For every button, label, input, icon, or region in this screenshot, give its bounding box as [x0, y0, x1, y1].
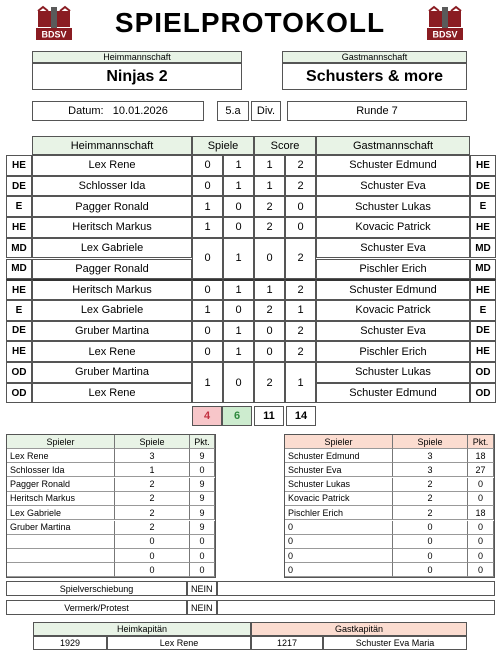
home-legs: 2: [254, 362, 285, 403]
home-player: Lex Rene: [32, 155, 192, 176]
player-name: Heritsch Markus: [7, 492, 115, 506]
guest-captain-label: Gastkapitän: [251, 622, 467, 636]
guest-legs: 2: [285, 238, 316, 279]
player-points: 9: [190, 521, 215, 535]
player-games: 0: [393, 563, 468, 577]
player-name: [7, 535, 115, 549]
player-points: 0: [468, 521, 494, 535]
home-stats-row: [7, 463, 215, 477]
guest-type-tag: HE: [470, 341, 496, 362]
guest-legs: 1: [285, 362, 316, 403]
home-stats-row: [7, 535, 215, 549]
guest-player: Schuster Edmund: [316, 279, 470, 300]
player-points: 9: [190, 478, 215, 492]
player-points: 0: [468, 478, 494, 492]
player-name: [7, 549, 115, 563]
guest-type-tag: DE: [470, 321, 496, 342]
guest-type-tag: E: [470, 300, 496, 321]
date-field: [32, 101, 204, 121]
home-legs: 2: [254, 217, 285, 238]
guest-player: Schuster Lukas: [316, 196, 470, 217]
match-rows: [6, 155, 496, 404]
guest-player: Schuster Eva: [316, 238, 470, 259]
column-header: Spiele: [393, 435, 468, 449]
player-points: 0: [190, 549, 215, 563]
player-games: 2: [115, 521, 190, 535]
home-player: Lex Gabriele: [32, 300, 192, 321]
guest-games-won: 1: [223, 279, 254, 300]
svg-text:BDSV: BDSV: [41, 29, 67, 40]
player-games: 0: [393, 549, 468, 563]
guest-games-won: 1: [223, 238, 254, 279]
guest-legs: 0: [285, 196, 316, 217]
guest-legs: 0: [285, 217, 316, 238]
home-type-tag: DE: [6, 176, 32, 197]
home-player: Pagger Ronald: [32, 196, 192, 217]
player-games: 2: [115, 478, 190, 492]
home-games-won: 0: [192, 155, 223, 176]
home-type-tag: DE: [6, 321, 32, 342]
guest-type-tag: OD: [470, 383, 496, 404]
guest-type-tag: DE: [470, 176, 496, 197]
home-team-name: Ninjas 2: [32, 63, 242, 90]
player-points: 0: [468, 549, 494, 563]
home-player: Schlosser Ida: [32, 176, 192, 197]
player-name: 0: [285, 535, 393, 549]
protest-value: NEIN: [187, 600, 217, 615]
guest-player: Pischler Erich: [316, 341, 470, 362]
page-title: SPIELPROTOKOLL: [114, 7, 386, 38]
header-games: Spiele: [192, 136, 254, 155]
home-type-tag: MD: [6, 259, 32, 280]
guest-games-won: 0: [223, 300, 254, 321]
home-type-tag: HE: [6, 217, 32, 238]
home-captain-number: 1929: [33, 636, 107, 650]
guest-player: Kovacic Patrick: [316, 300, 470, 321]
guest-games-won: 1: [223, 341, 254, 362]
guest-player: Schuster Eva: [316, 321, 470, 342]
guest-stats-row: [285, 549, 494, 563]
total-home-score: 11: [254, 406, 284, 426]
guest-type-tag: MD: [470, 238, 496, 259]
guest-team-name: Schusters & more: [282, 63, 467, 90]
home-player: Heritsch Markus: [32, 279, 192, 300]
home-stats-row: [7, 563, 215, 577]
player-name: 0: [285, 549, 393, 563]
date-label: Datum:: [68, 105, 104, 117]
guest-stats-row: [285, 521, 494, 535]
guest-stats-row: [285, 535, 494, 549]
total-guest-games: 6: [222, 406, 252, 426]
column-header: Spieler: [7, 435, 115, 449]
home-stats-row: [7, 521, 215, 535]
svg-text:BDSV: BDSV: [432, 29, 458, 40]
player-points: 18: [468, 449, 494, 463]
player-name: Pagger Ronald: [7, 478, 115, 492]
home-games-won: 1: [192, 196, 223, 217]
guest-games-won: 1: [223, 155, 254, 176]
guest-type-tag: E: [470, 196, 496, 217]
guest-legs: 2: [285, 155, 316, 176]
player-games: 2: [393, 492, 468, 506]
guest-games-won: 0: [223, 217, 254, 238]
column-header: Spieler: [285, 435, 393, 449]
guest-games-won: 0: [223, 362, 254, 403]
home-legs: 0: [254, 321, 285, 342]
player-name: Pischler Erich: [285, 506, 393, 520]
player-name: [7, 563, 115, 577]
home-legs: 2: [254, 196, 285, 217]
guest-legs: 1: [285, 300, 316, 321]
home-stats-row: [7, 478, 215, 492]
player-points: 9: [190, 506, 215, 520]
player-points: 9: [190, 449, 215, 463]
player-games: 3: [393, 463, 468, 477]
home-stats-header: [7, 435, 215, 449]
guest-legs: 2: [285, 321, 316, 342]
player-points: 0: [190, 563, 215, 577]
guest-stats-header: [285, 435, 494, 449]
league-field: 5.a: [217, 101, 249, 121]
column-header: Pkt.: [190, 435, 215, 449]
bdsv-logo-left: [35, 5, 73, 41]
home-legs: 0: [254, 341, 285, 362]
home-player: Heritsch Markus: [32, 217, 192, 238]
player-name: Schuster Lukas: [285, 478, 393, 492]
guest-player: Schuster Lukas: [316, 362, 470, 383]
guest-legs: 2: [285, 176, 316, 197]
division-field: Div.: [251, 101, 281, 121]
player-games: 2: [115, 506, 190, 520]
guest-captain-name: Schuster Eva Maria: [323, 636, 467, 650]
guest-player: Schuster Edmund: [316, 155, 470, 176]
date-value: 10.01.2026: [112, 105, 168, 117]
home-player: Pagger Ronald: [32, 259, 192, 280]
player-name: Lex Rene: [7, 449, 115, 463]
home-stats-row: [7, 506, 215, 520]
header-score: Score: [254, 136, 316, 155]
player-name: Schuster Eva: [285, 463, 393, 477]
home-stats-row: [7, 492, 215, 506]
home-games-won: 0: [192, 238, 223, 279]
player-games: 2: [393, 478, 468, 492]
total-guest-score: 14: [286, 406, 316, 426]
player-games: 0: [115, 549, 190, 563]
guest-type-tag: HE: [470, 217, 496, 238]
home-player: Lex Gabriele: [32, 238, 192, 259]
guest-type-tag: HE: [470, 155, 496, 176]
player-games: 0: [115, 563, 190, 577]
player-name: Lex Gabriele: [7, 506, 115, 520]
player-points: 27: [468, 463, 494, 477]
player-games: 0: [393, 535, 468, 549]
match-table: [6, 136, 496, 404]
protest-note: [217, 600, 495, 615]
home-games-won: 1: [192, 300, 223, 321]
guest-games-won: 1: [223, 321, 254, 342]
protest-label: Vermerk/Protest: [6, 600, 187, 615]
guest-stats-row: [285, 506, 494, 520]
postponement-value: NEIN: [187, 581, 217, 596]
guest-stats-row: [285, 463, 494, 477]
column-header: Spiele: [115, 435, 190, 449]
home-games-won: 1: [192, 362, 223, 403]
header-home: Heimmannschaft: [32, 136, 192, 155]
home-type-tag: OD: [6, 362, 32, 383]
round-field: Runde 7: [287, 101, 467, 121]
home-legs: 1: [254, 279, 285, 300]
guest-stats-row: [285, 563, 494, 577]
guest-player: Pischler Erich: [316, 259, 470, 280]
guest-player: Schuster Edmund: [316, 383, 470, 404]
home-stats-row: [7, 449, 215, 463]
guest-legs: 2: [285, 341, 316, 362]
home-games-won: 0: [192, 176, 223, 197]
home-captain-name: Lex Rene: [107, 636, 251, 650]
player-name: Schuster Edmund: [285, 449, 393, 463]
home-type-tag: MD: [6, 238, 32, 259]
home-games-won: 0: [192, 279, 223, 300]
player-games: 3: [393, 449, 468, 463]
player-points: 0: [468, 492, 494, 506]
player-games: 2: [115, 492, 190, 506]
player-points: 0: [190, 463, 215, 477]
guest-games-won: 1: [223, 176, 254, 197]
home-player: Lex Rene: [32, 341, 192, 362]
player-name: Schlosser Ida: [7, 463, 115, 477]
player-games: 2: [393, 506, 468, 520]
home-player: Lex Rene: [32, 383, 192, 404]
bdsv-logo-right: [426, 5, 464, 41]
player-name: 0: [285, 563, 393, 577]
player-name: Kovacic Patrick: [285, 492, 393, 506]
home-legs: 1: [254, 155, 285, 176]
guest-stats-row: [285, 478, 494, 492]
guest-team-label: Gastmannschaft: [282, 51, 467, 63]
home-type-tag: HE: [6, 155, 32, 176]
home-type-tag: HE: [6, 279, 32, 300]
postponement-label: Spielverschiebung: [6, 581, 187, 596]
home-games-won: 0: [192, 341, 223, 362]
header-guest: Gastmannschaft: [316, 136, 470, 155]
player-games: 0: [115, 535, 190, 549]
guest-type-tag: HE: [470, 279, 496, 300]
home-type-tag: E: [6, 196, 32, 217]
home-player: Gruber Martina: [32, 321, 192, 342]
player-points: 18: [468, 506, 494, 520]
guest-games-won: 0: [223, 196, 254, 217]
guest-legs: 2: [285, 279, 316, 300]
column-header: Pkt.: [468, 435, 494, 449]
home-legs: 2: [254, 300, 285, 321]
player-points: 9: [190, 492, 215, 506]
home-stats-row: [7, 549, 215, 563]
guest-stats-row: [285, 449, 494, 463]
guest-stats-row: [285, 492, 494, 506]
player-name: Gruber Martina: [7, 521, 115, 535]
home-type-tag: HE: [6, 341, 32, 362]
player-games: 3: [115, 449, 190, 463]
total-home-games: 4: [192, 406, 222, 426]
home-legs: 0: [254, 238, 285, 279]
guest-type-tag: MD: [470, 259, 496, 280]
player-points: 0: [468, 535, 494, 549]
home-player: Gruber Martina: [32, 362, 192, 383]
guest-captain-number: 1217: [251, 636, 323, 650]
player-games: 1: [115, 463, 190, 477]
guest-player: Schuster Eva: [316, 176, 470, 197]
home-games-won: 0: [192, 321, 223, 342]
player-points: 0: [468, 563, 494, 577]
home-type-tag: OD: [6, 383, 32, 404]
home-player-stats: [6, 434, 216, 578]
player-name: 0: [285, 521, 393, 535]
home-legs: 1: [254, 176, 285, 197]
home-games-won: 1: [192, 217, 223, 238]
guest-player-stats: [284, 434, 495, 578]
player-points: 0: [190, 535, 215, 549]
home-team-label: Heimmannschaft: [32, 51, 242, 63]
player-games: 0: [393, 521, 468, 535]
home-captain-label: Heimkapitän: [33, 622, 251, 636]
postponement-note: [217, 581, 495, 596]
guest-type-tag: OD: [470, 362, 496, 383]
home-type-tag: E: [6, 300, 32, 321]
guest-player: Kovacic Patrick: [316, 217, 470, 238]
